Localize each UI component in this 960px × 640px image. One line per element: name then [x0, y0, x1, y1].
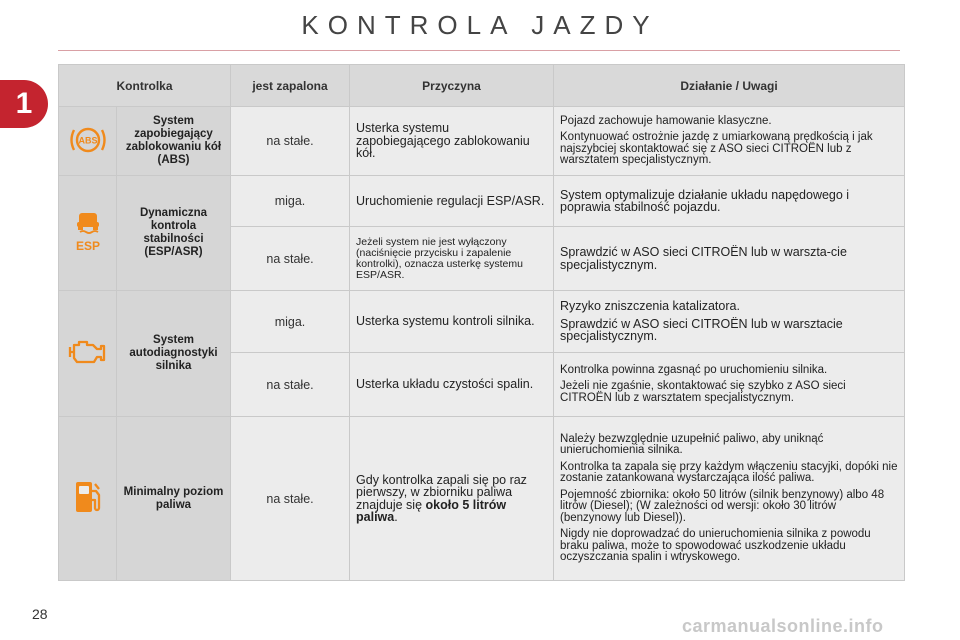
header-cause: Przyczyna [350, 65, 554, 107]
watermark: carmanualsonline.info [682, 616, 884, 636]
header-kontrolka: Kontrolka [59, 65, 231, 107]
fuel-name: Minimalny poziom paliwa [117, 417, 231, 581]
page-number: 28 [32, 606, 48, 622]
esp-action-blink [554, 176, 905, 227]
engine-check-icon [67, 337, 109, 367]
engine-cause-blink: Usterka systemu kontroli silnika. [350, 291, 554, 353]
action-text: Kontrolka powinna zgasnąć po uruchomieniu silnika. [560, 363, 828, 376]
warning-lights-table [58, 64, 905, 581]
fuel-cause-end: . [394, 510, 398, 524]
esp-cause-blink: Uruchomienie regulacji ESP/ASR. [350, 176, 554, 227]
action-text: Należy bezwzględnie uzupełnić paliwo, aby uniknąć unieruchomienia silnika. [560, 432, 824, 456]
fuel-action [554, 417, 905, 581]
action-text: Sprawdzić w ASO sieci CITROËN lub w warszta-cie specjalistycznym. [560, 245, 847, 272]
svg-text:ABS: ABS [77, 135, 98, 145]
table-row [59, 107, 905, 176]
esp-icon-cell [59, 176, 117, 291]
fuel-state: na stałe. [231, 417, 350, 581]
action-text: Kontynuować ostrożnie jazdę z umiarkowaną prędkością i jak najszybciej skontaktować się z ASO sieci CITROËN lub z warsztatem specjalistycznym. [560, 131, 873, 166]
fuel-cause-text: Gdy kontrolka zapali się po raz pierwszy, w zbiorniku paliwa znajduje się [356, 472, 527, 512]
esp-warning-icon [70, 210, 106, 254]
engine-state-blink: miga. [231, 291, 350, 353]
action-text: Pojemność zbiornika: około 50 litrów (silnik benzynowy) albo 48 litrów (Diesel); (W zależności od wersji: około 30 litrów (benzynowy lub Diesel)). [560, 488, 885, 524]
table-row [59, 291, 905, 353]
header-state: jest zapalona [231, 65, 350, 107]
action-text: System optymalizuje działanie układu napędowego i poprawia stabilność pojazdu. [560, 187, 850, 214]
abs-name: System zapobiegający zablokowaniu kół (ABS) [117, 107, 231, 176]
chapter-number: 1 [15, 87, 33, 120]
action-text: Sprawdzić w ASO sieci CITROËN lub w warsztacie specjalistycznym. [560, 316, 843, 344]
abs-action [554, 107, 905, 176]
abs-state: na stałe. [231, 107, 350, 176]
page-title: KONTROLA JAZDY [301, 10, 659, 40]
engine-name: System autodiagnostyki silnika [117, 291, 231, 417]
title-divider [58, 50, 900, 51]
fuel-cause-bold: około 5 litrów paliwa [356, 497, 507, 524]
table-header-row [59, 65, 905, 107]
esp-cause-steady: Jeżeli system nie jest wyłączony (naciśnięcie przycisku i zapalenie kontrolki), oznacza usterkę systemu ESP/ASR. [350, 227, 554, 291]
abs-icon-cell [59, 107, 117, 176]
fuel-pump-icon [71, 478, 105, 516]
esp-name: Dynamiczna kontrola stabilności (ESP/ASR) [117, 176, 231, 291]
engine-cause-steady: Usterka układu czystości spalin. [350, 353, 554, 417]
esp-state-blink: miga. [231, 176, 350, 227]
header-action: Działanie / Uwagi [554, 65, 905, 107]
action-text: Ryzyko zniszczenia katalizatora. [560, 299, 740, 314]
esp-icon-text: ESP [75, 238, 100, 253]
abs-warning-icon [68, 123, 108, 157]
engine-action-steady [554, 353, 905, 417]
action-text: Jeżeli nie zgaśnie, skontaktować się szybko z ASO sieci CITROËN lub z warsztatem specjalistycznym. [560, 380, 846, 404]
esp-state-steady: na stałe. [231, 227, 350, 291]
chapter-tab [0, 80, 48, 128]
fuel-icon-cell [59, 417, 117, 581]
fuel-cause [350, 417, 554, 581]
action-text: Kontrolka ta zapala się przy każdym włączeniu stacyjki, dopóki nie zostanie zatankowana wystarczająca ilość paliwa. [560, 460, 898, 484]
table-row [59, 176, 905, 227]
action-text: Nigdy nie doprowadzać do unieruchomienia silnika z powodu braku paliwa, może to spowodować uszkodzenie układu oczyszczania spalin i wtryskowego. [560, 528, 871, 563]
engine-icon-cell [59, 291, 117, 417]
esp-action-steady [554, 227, 905, 291]
abs-cause: Usterka systemu zapobiegającego zablokowaniu kół. [350, 107, 554, 176]
table-row [59, 417, 905, 581]
action-text: Pojazd zachowuje hamowanie klasyczne. [560, 114, 772, 127]
engine-action-blink [554, 291, 905, 353]
engine-state-steady: na stałe. [231, 353, 350, 417]
